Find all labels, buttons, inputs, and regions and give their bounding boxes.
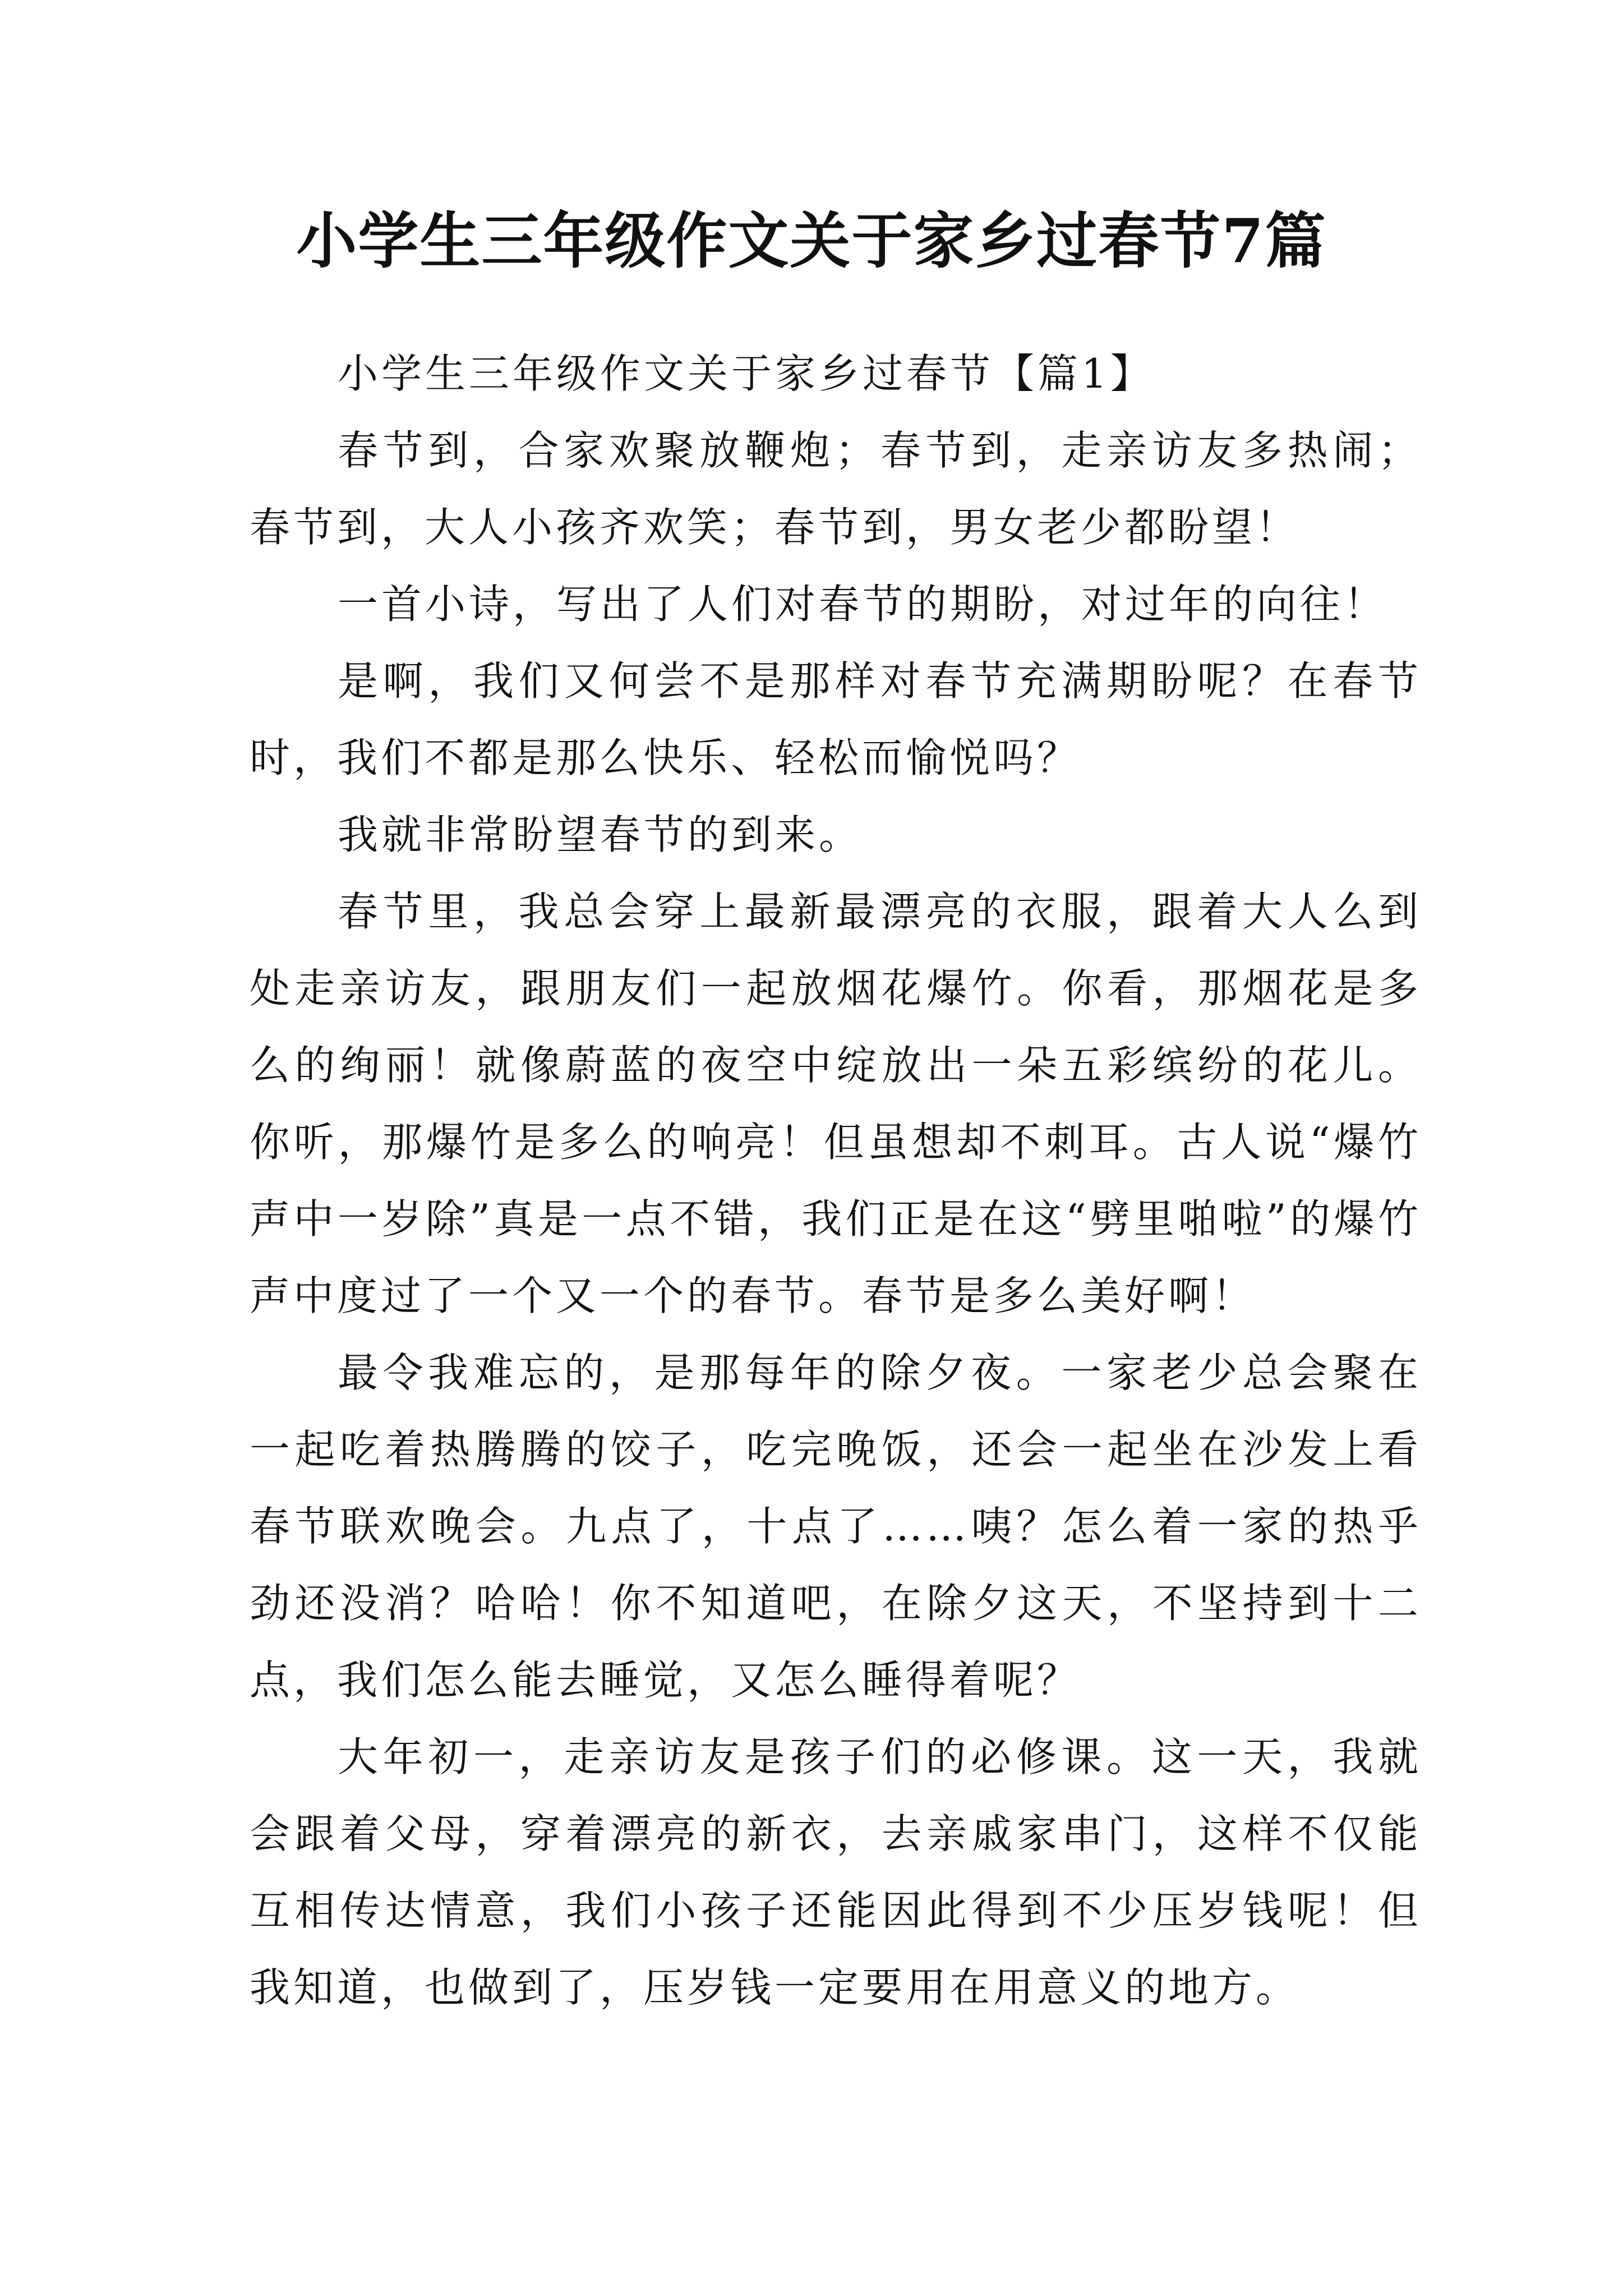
document-title: 小学生三年级作文关于家乡过春节7篇 bbox=[296, 206, 1327, 277]
paragraph: 一首小诗，写出了人们对春节的期盼，对过年的向往！ bbox=[338, 581, 1388, 628]
paragraph: 是啊，我们又何尝不是那样对春节充满期盼呢？在春节时，我们不都是那么快乐、轻松而愉悦吗？ bbox=[250, 657, 1422, 781]
paragraph: 大年初一，走亲访友是孩子们的必修课。这一天，我就会跟着父母，穿着漂亮的新衣，去亲戚家串门，这样不仅能互相传达情意，我们小孩子还能因此得到不少压岁钱呢！但我知道，也做到了，压岁钱一定要用在用意义的地方。 bbox=[250, 1733, 1422, 2011]
paragraph: 最令我难忘的，是那每年的除夕夜。一家老少总会聚在一起吃着热腾腾的饺子，吃完晚饭，还会一起坐在沙发上看春节联欢晚会。九点了，十点了……咦？怎么着一家的热乎劲还没消？哈哈！你不知道吧，在除夕这天，不坚持到十二点，我们怎么能去睡觉，又怎么睡得着呢？ bbox=[250, 1349, 1422, 1704]
paragraph: 春节到，合家欢聚放鞭炮；春节到，走亲访友多热闹；春节到，大人小孩齐欢笑；春节到，男女老少都盼望！ bbox=[250, 427, 1422, 551]
paragraph: 我就非常盼望春节的到来。 bbox=[338, 811, 863, 858]
section-heading: 小学生三年级作文关于家乡过春节【篇1】 bbox=[338, 350, 1154, 397]
document-body bbox=[250, 335, 1422, 2026]
paragraph: 春节里，我总会穿上最新最漂亮的衣服，跟着大人么到处走亲访友，跟朋友们一起放烟花爆竹。你看，那烟花是多么的绚丽！就像蔚蓝的夜空中绽放出一朵五彩缤纷的花儿。你听，那爆竹是多么的响亮！但虽想却不刺耳。古人说“爆竹声中一岁除”真是一点不错，我们正是在这“劈里啪啦”的爆竹声中度过了一个又一个的春节。春节是多么美好啊！ bbox=[250, 888, 1422, 1319]
